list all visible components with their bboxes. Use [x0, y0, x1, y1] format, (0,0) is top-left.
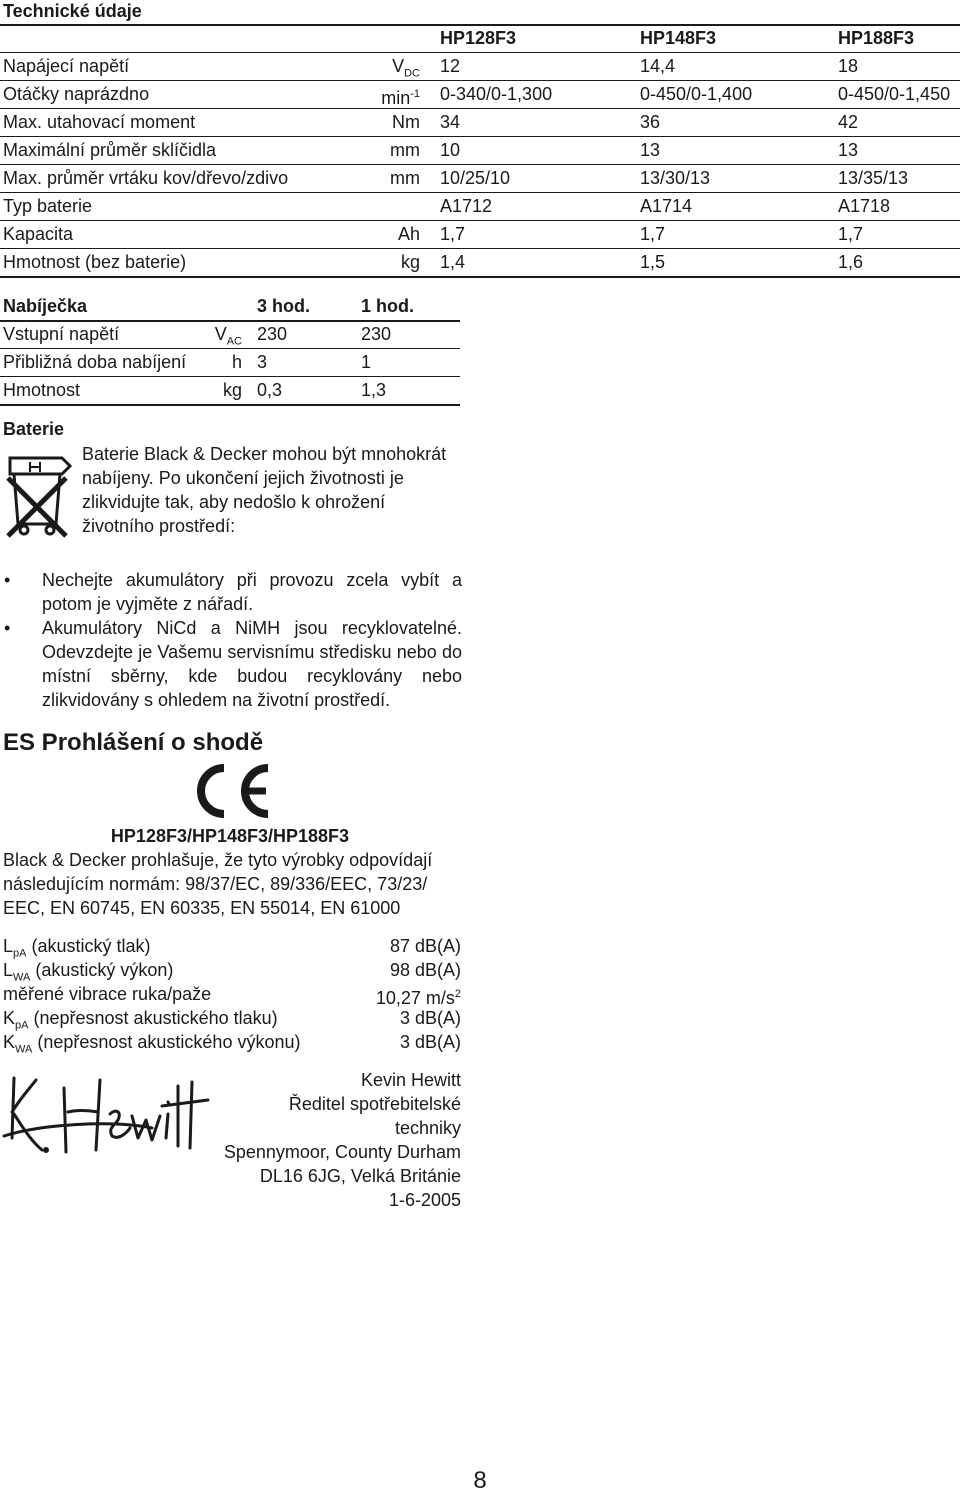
declaration-text: Black & Decker prohlašuje, že tyto výrobky odpovídají následujícím normám: 98/37/EC, 89/336/EEC, 73/23/ EEC, EN 60745, EN 60335, EN 55014, EN 61000 [3, 850, 433, 918]
value-text: 87 dB(A) [389, 936, 461, 956]
spec-unit [300, 164, 420, 192]
value-text: 98 dB(A) [389, 960, 461, 980]
battery-bullets [0, 568, 462, 712]
spec-value: 36 [640, 112, 661, 132]
charger-title: Nabíječka [3, 296, 88, 316]
charger-label: Hmotnost [3, 380, 81, 400]
page-number: 8 [473, 1467, 487, 1494]
spec-unit [300, 220, 420, 248]
charger-unit [180, 376, 242, 404]
symbol-sub: WA [15, 1043, 33, 1056]
unit-text: mm [390, 140, 420, 160]
spec-value: A1718 [838, 196, 891, 216]
bullet-icon: • [4, 570, 11, 590]
charger-value: 3 [257, 352, 268, 372]
spec-value: 0-340/0-1,300 [440, 84, 553, 104]
measurements-list [3, 934, 461, 1054]
symbol: L [3, 960, 14, 980]
measurement-value [390, 958, 461, 982]
signature-image [2, 1066, 210, 1162]
charger-value: 1,3 [361, 380, 387, 400]
bullet-icon: • [4, 618, 11, 638]
table-rule [0, 276, 960, 278]
ce-mark-logo [190, 762, 274, 820]
unit-text: h [231, 352, 242, 372]
unit-text: Nm [392, 112, 420, 132]
symbol-sub: pA [15, 1019, 29, 1032]
unit-text: kg [222, 380, 242, 400]
signer-line: DL16 6JG, Velká Británie [259, 1166, 461, 1186]
signer-line: Ředitel spotřebitelské [288, 1094, 461, 1114]
symbol: L [3, 936, 14, 956]
list-item [0, 568, 462, 616]
charger-col: 1 hod. [361, 296, 414, 316]
spec-value: A1712 [440, 196, 493, 216]
spec-value: 10/25/10 [440, 168, 511, 188]
table-row [0, 164, 960, 192]
symbol-sub: pA [13, 947, 27, 960]
model-header: HP188F3 [838, 28, 915, 48]
symbol: K [3, 1032, 16, 1052]
spec-value: 42 [838, 112, 859, 132]
table-row [0, 220, 960, 248]
spec-value: 1,7 [640, 224, 666, 244]
spec-value: 13 [838, 140, 859, 160]
unit-text: V [214, 324, 227, 344]
spec-label: Hmotnost (bez baterie) [3, 252, 187, 272]
spec-value: 1,5 [640, 252, 666, 272]
spec-value: 0-450/0-1,450 [838, 84, 951, 104]
unit-text: Ah [397, 224, 420, 244]
table-row [0, 52, 960, 80]
table-row [0, 136, 960, 164]
measurement-row [3, 1030, 461, 1054]
spec-value: 1,6 [838, 252, 864, 272]
label-text: (nepřesnost akustického tlaku) [33, 1008, 278, 1028]
signer-line: 1-6-2005 [388, 1190, 461, 1210]
measurement-value [390, 934, 461, 958]
table-row [0, 80, 960, 108]
measurement-label [3, 1030, 300, 1062]
value-text: 3 dB(A) [399, 1008, 461, 1028]
spec-value: 0-450/0-1,400 [640, 84, 753, 104]
spec-label: Max. průměr vrtáku kov/dřevo/zdivo [3, 168, 289, 188]
charger-unit [180, 348, 242, 376]
spec-value: 1,7 [440, 224, 466, 244]
table-rule [0, 404, 460, 406]
table-row [0, 320, 460, 348]
spec-value: 14,4 [640, 56, 676, 76]
charger-header-row [0, 292, 460, 320]
value-text: 10,27 m/s [375, 988, 455, 1008]
model-header: HP148F3 [640, 28, 717, 48]
spec-value: 1,4 [440, 252, 466, 272]
charger-value: 1 [361, 352, 372, 372]
charger-value: 230 [361, 324, 392, 344]
unit-text: mm [390, 168, 420, 188]
bullet-text: Akumulátory NiCd a NiMH jsou recyklovatelné. Odevzdejte je Vašemu servisnímu středisku nebo do místní sběrny, kde budou recyklovány nebo zlikvidovány s ohledem na životní prostředí. [42, 618, 462, 710]
measurement-row [3, 982, 461, 1006]
measurement-row [3, 958, 461, 982]
model-header: HP128F3 [440, 28, 517, 48]
table-row [0, 248, 960, 276]
spec-value: 12 [440, 56, 461, 76]
declaration-models: HP128F3/HP148F3/HP188F3 [110, 826, 350, 846]
signer-line: Spennymoor, County Durham [223, 1142, 461, 1162]
charger-value: 0,3 [257, 380, 283, 400]
measurement-value [400, 1006, 461, 1030]
table-row [0, 192, 960, 220]
spec-label: Otáčky naprázdno [3, 84, 150, 104]
unit-sub: AC [226, 335, 242, 348]
unit-sub: DC [404, 67, 420, 80]
spec-unit [300, 136, 420, 164]
charger-col: 3 hod. [257, 296, 310, 316]
spec-unit [300, 248, 420, 276]
spec-label: Kapacita [3, 224, 74, 244]
spec-value: 13/35/13 [838, 168, 909, 188]
signer-line: Kevin Hewitt [360, 1070, 461, 1090]
spec-value: 34 [440, 112, 461, 132]
table-row [0, 108, 960, 136]
unit-text: kg [400, 252, 420, 272]
signer-block [200, 1068, 461, 1212]
spec-label: Max. utahovací moment [3, 112, 196, 132]
unit-text: V [392, 56, 405, 76]
unit-sup: -1 [410, 88, 420, 100]
section-title-specs: Technické údaje [3, 1, 142, 21]
specs-header-row [0, 24, 960, 52]
spec-value: 18 [838, 56, 859, 76]
table-row [0, 376, 460, 404]
spec-label: Typ baterie [3, 196, 93, 216]
crossed-bin-icon [4, 444, 72, 540]
spec-value: A1714 [640, 196, 693, 216]
measurement-value [400, 1030, 461, 1054]
label-text: (akustický výkon) [35, 960, 174, 980]
symbol: K [3, 1008, 16, 1028]
value-sup: 2 [454, 988, 461, 1000]
charger-value: 230 [257, 324, 288, 344]
bullet-text: Nechejte akumulátory při provozu zcela vybít a potom je vyjměte z nářadí. [42, 570, 462, 614]
measurement-label [3, 982, 211, 1006]
spec-unit [300, 108, 420, 136]
label-text: měřené vibrace ruka/paže [3, 984, 212, 1004]
list-item [0, 616, 462, 712]
symbol-sub: WA [13, 971, 31, 984]
spec-value: 13 [640, 140, 661, 160]
measurement-row [3, 934, 461, 958]
spec-value: 10 [440, 140, 461, 160]
measurement-row [3, 1006, 461, 1030]
charger-label: Vstupní napětí [3, 324, 120, 344]
label-text: (akustický tlak) [31, 936, 151, 956]
battery-title: Baterie [3, 419, 65, 439]
declaration-title: ES Prohlášení o shodě [3, 729, 264, 756]
battery-text: Baterie Black & Decker mohou být mnohokrát nabíjeny. Po ukončení jejich životnosti je zlikvidujte tak, aby nedošlo k ohrožení životního prostředí: [82, 444, 447, 536]
charger-label: Přibližná doba nabíjení [3, 352, 187, 372]
signer-line: techniky [394, 1118, 461, 1138]
spec-label: Maximální průměr sklíčidla [3, 140, 217, 160]
unit-text: min [381, 88, 411, 108]
spec-label: Napájecí napětí [3, 56, 130, 76]
label-text: (nepřesnost akustického výkonu) [37, 1032, 301, 1052]
spec-value: 1,7 [838, 224, 864, 244]
table-row [0, 348, 460, 376]
value-text: 3 dB(A) [399, 1032, 461, 1052]
spec-value: 13/30/13 [640, 168, 711, 188]
